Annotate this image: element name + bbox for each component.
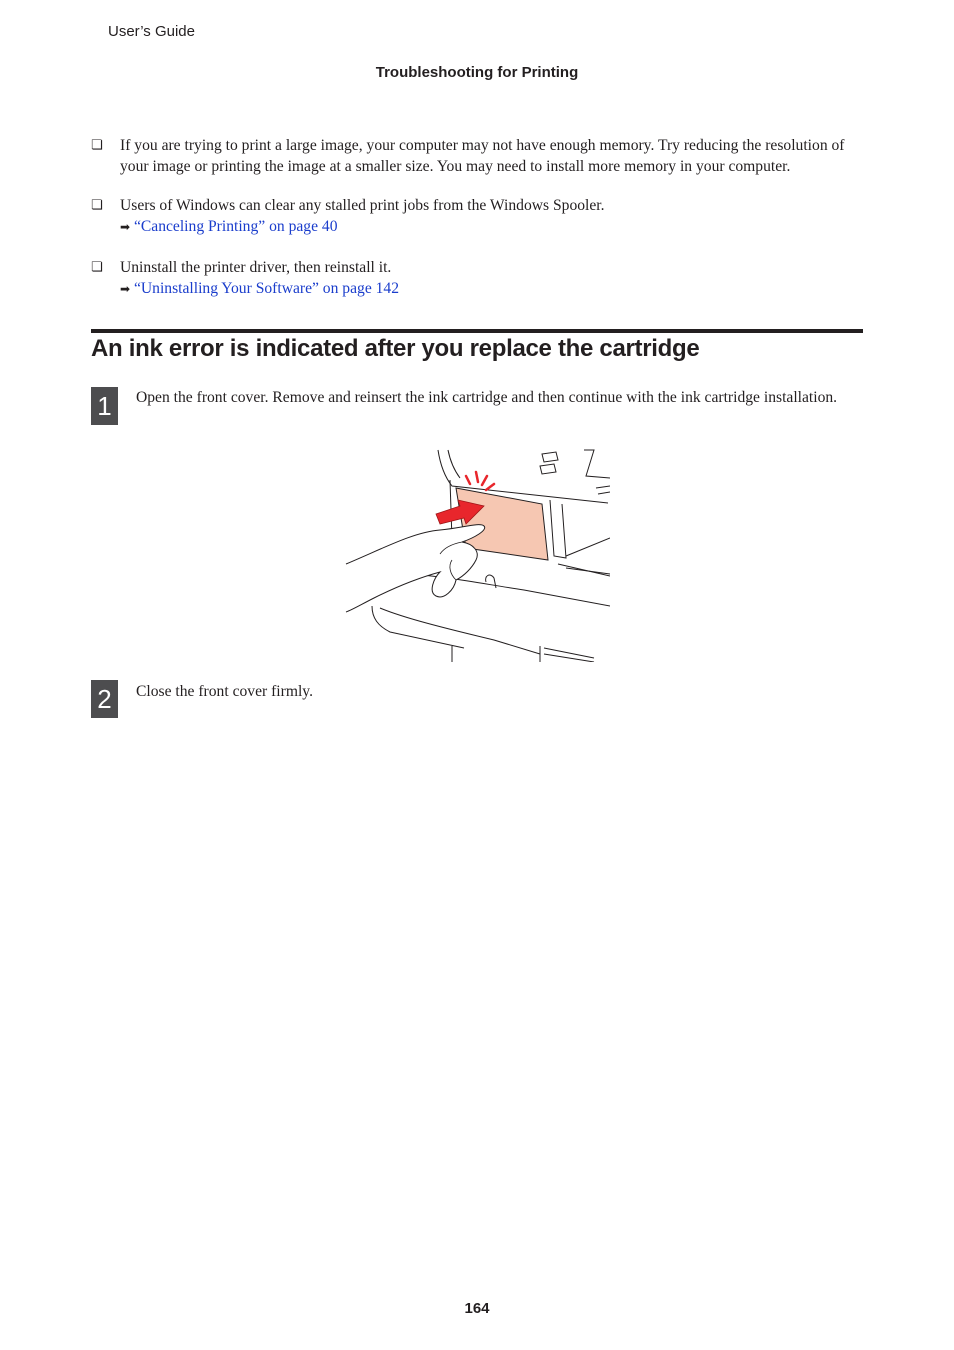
checkbox-bullet-icon: ❏ (91, 260, 103, 275)
cross-reference (120, 216, 866, 238)
checkbox-bullet-icon: ❏ (91, 138, 103, 153)
page-number: 164 (464, 1300, 490, 1317)
cross-reference (120, 278, 866, 300)
running-header-section-title: Troubleshooting for Printing (375, 64, 579, 81)
section-divider (91, 329, 863, 333)
running-header-guide-title: User’s Guide (108, 23, 195, 40)
bullet-text: Uninstall the printer driver, then reinstall it. (120, 259, 392, 276)
step-text: Close the front cover firmly. (136, 683, 313, 700)
bullet-text: If you are trying to print a large image, your computer may not have enough memory. Try reducing the resolution of your image or printing the image at a smaller size. You may need to install more memory in your computer. (120, 137, 845, 175)
arrow-right-icon: ➡ (120, 282, 131, 296)
step-number-badge: 1 (91, 387, 118, 425)
section-heading: An ink error is indicated after you replace the cartridge (91, 335, 700, 362)
reinsert-ink-cartridge-illustration (344, 448, 610, 662)
arrow-right-icon: ➡ (120, 220, 131, 234)
bullet-item (91, 257, 866, 300)
cross-reference-link[interactable]: “Uninstalling Your Software” on page 142 (133, 280, 400, 297)
step-number-badge: 2 (91, 680, 118, 718)
bullet-item (91, 135, 866, 177)
cross-reference-link[interactable]: “Canceling Printing” on page 40 (133, 218, 338, 235)
step-text: Open the front cover. Remove and reinsert the ink cartridge and then continue with the ink cartridge installation. (136, 389, 838, 406)
bullet-text: Users of Windows can clear any stalled print jobs from the Windows Spooler. (120, 197, 605, 214)
checkbox-bullet-icon: ❏ (91, 198, 103, 213)
bullet-item (91, 195, 866, 238)
